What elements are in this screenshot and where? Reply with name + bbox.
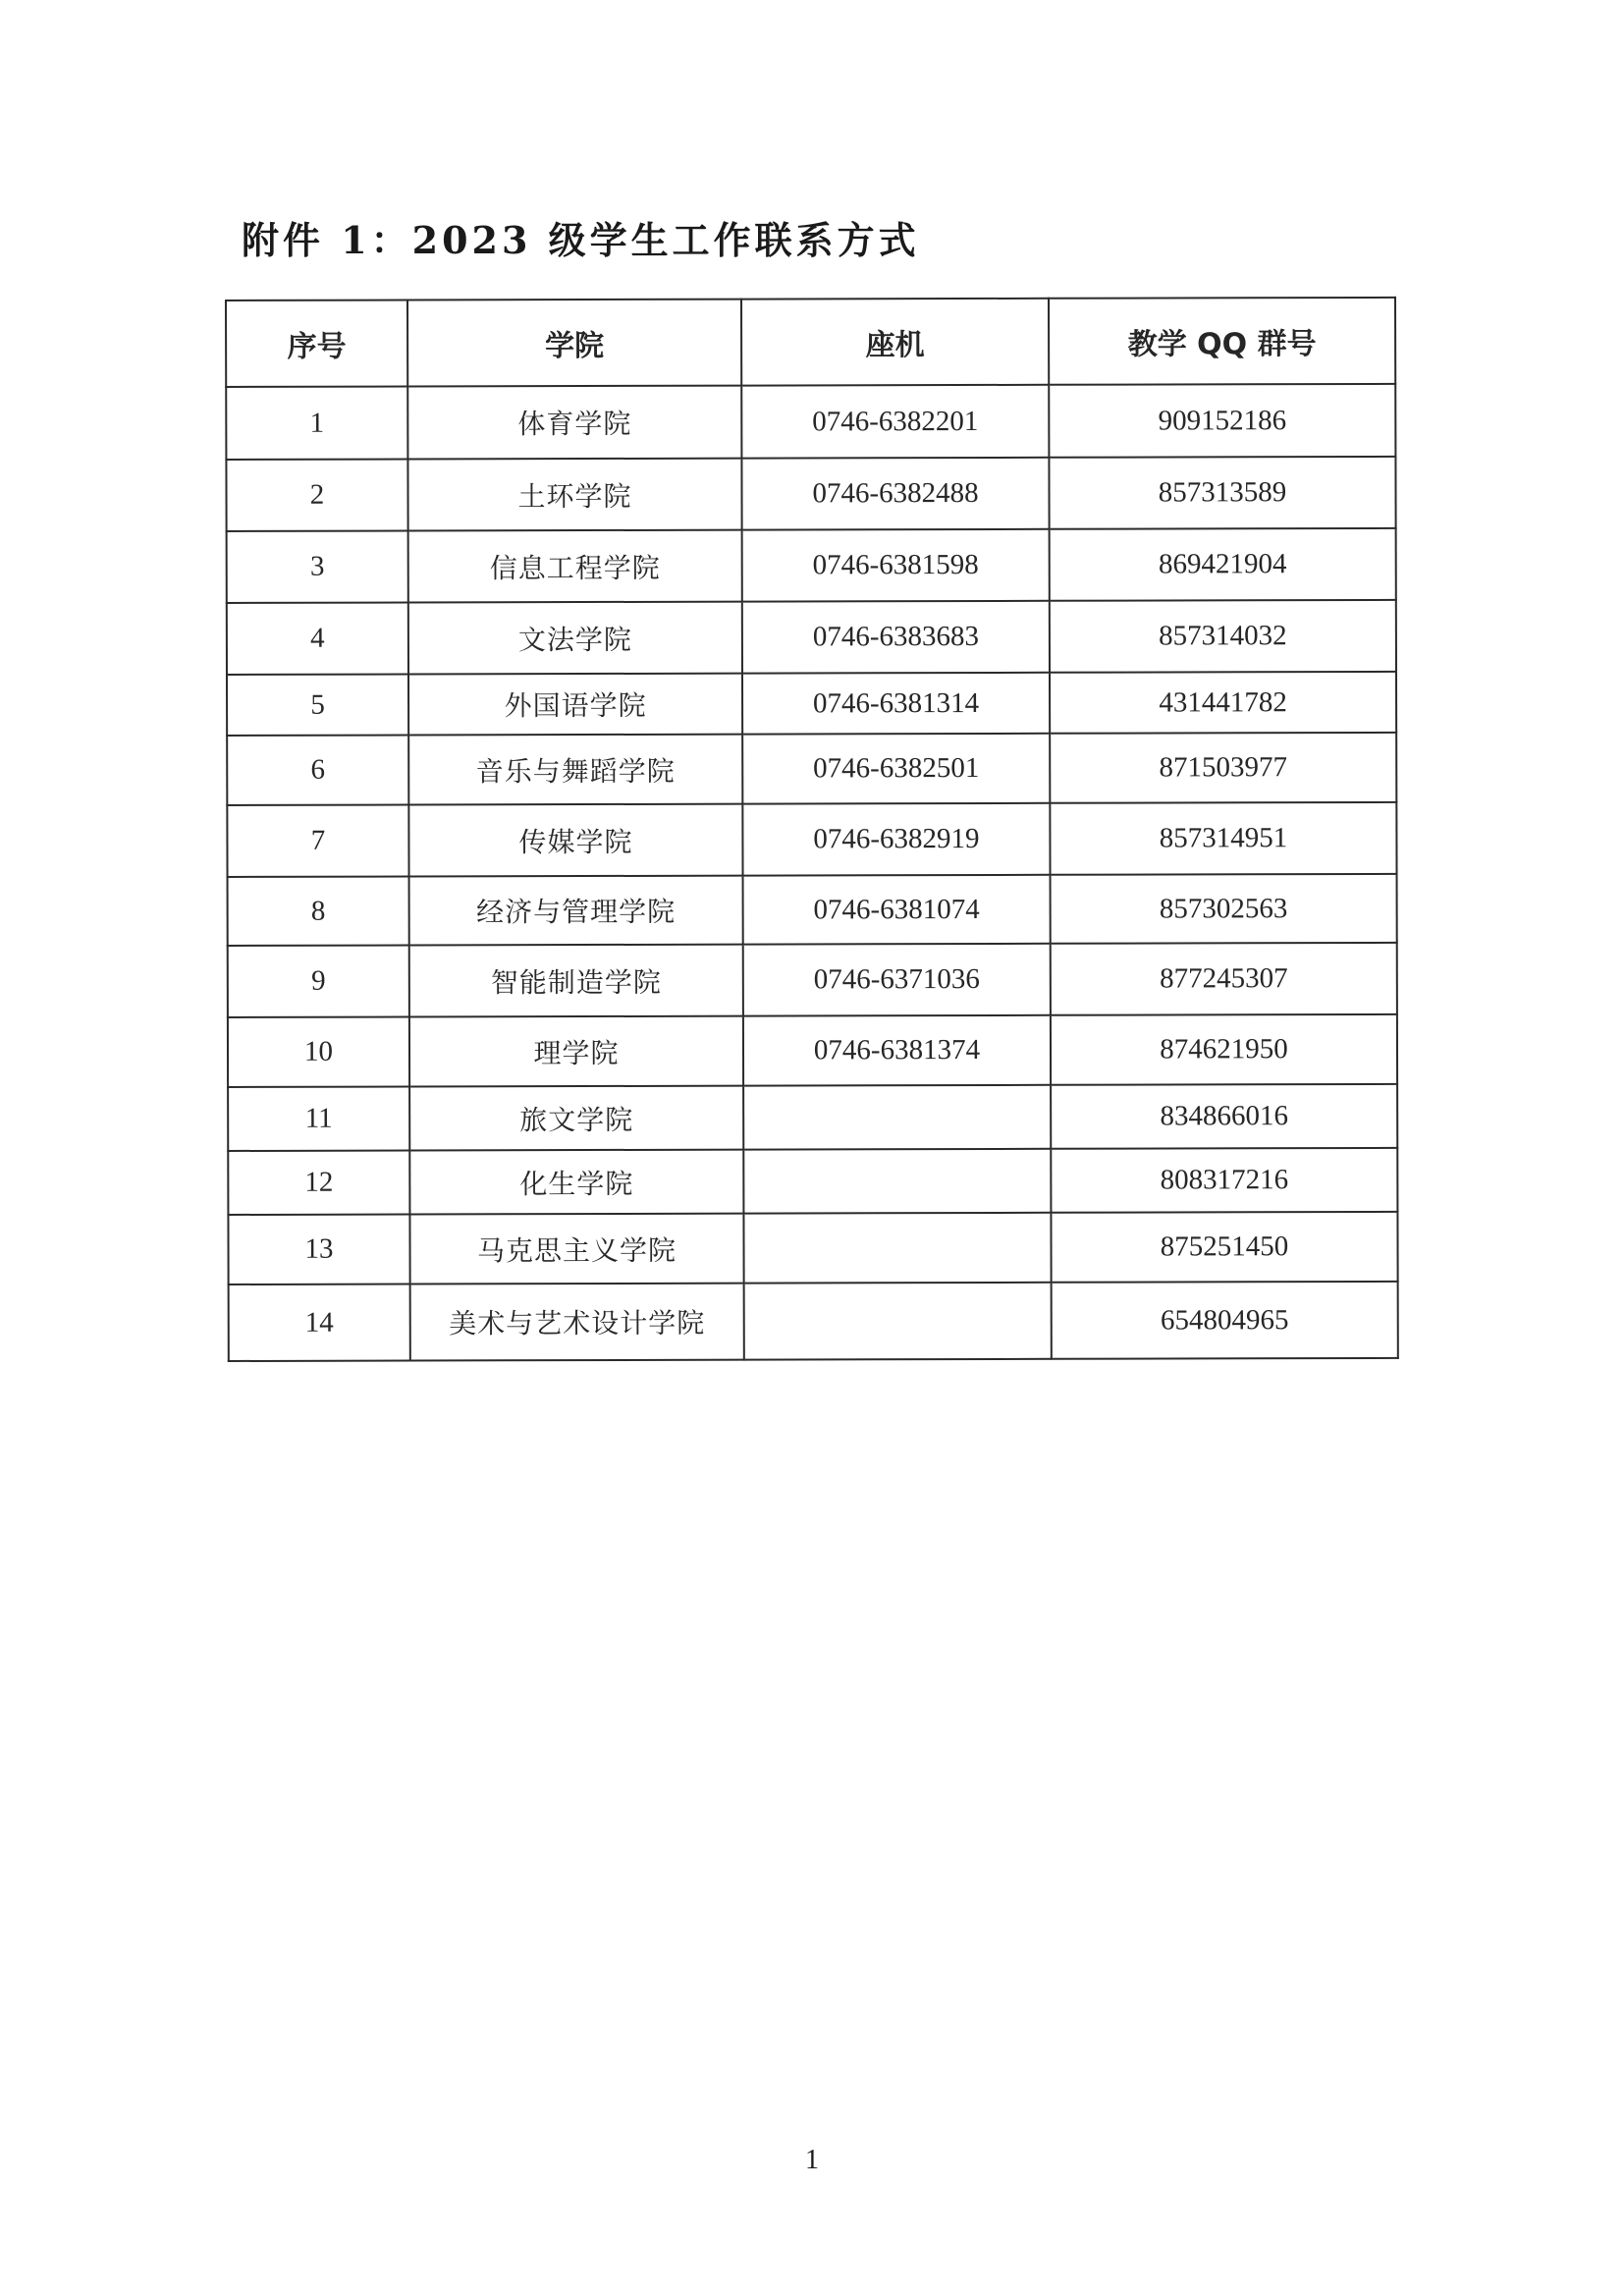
cell-college: 土环学院 <box>407 459 741 531</box>
cell-phone: 0746-6381374 <box>743 1015 1051 1086</box>
cell-qq: 857313589 <box>1049 457 1395 529</box>
cell-college: 马克思主义学院 <box>409 1214 743 1285</box>
cell-qq: 857314951 <box>1050 802 1396 875</box>
table-row <box>228 1014 1397 1087</box>
cell-index: 12 <box>228 1151 409 1215</box>
cell-index: 6 <box>227 736 408 805</box>
cell-college: 信息工程学院 <box>408 530 742 603</box>
table-row <box>227 733 1396 805</box>
cell-index: 2 <box>226 460 407 531</box>
header-index: 序号 <box>226 301 407 387</box>
cell-college: 传媒学院 <box>408 804 742 877</box>
cell-index: 9 <box>228 946 409 1017</box>
table-row <box>226 384 1395 460</box>
cell-phone <box>743 1213 1051 1284</box>
table-row <box>229 1282 1398 1361</box>
cell-college: 智能制造学院 <box>409 945 743 1017</box>
cell-phone: 0746-6382501 <box>742 734 1050 804</box>
table-row <box>227 528 1396 603</box>
table-header-row <box>226 298 1395 387</box>
cell-qq: 857302563 <box>1051 874 1397 944</box>
cell-index: 7 <box>227 805 408 877</box>
cell-phone: 0746-6383683 <box>742 601 1050 674</box>
cell-index: 1 <box>226 387 407 460</box>
cell-phone: 0746-6382201 <box>741 385 1049 459</box>
cell-phone: 0746-6371036 <box>743 944 1051 1016</box>
cell-index: 3 <box>227 531 408 603</box>
cell-phone: 0746-6381598 <box>742 529 1050 602</box>
table-row <box>228 1084 1397 1151</box>
cell-index: 10 <box>228 1017 409 1087</box>
cell-index: 14 <box>229 1285 410 1361</box>
table-row <box>228 1148 1397 1215</box>
cell-college: 化生学院 <box>409 1150 743 1215</box>
cell-qq: 875251450 <box>1051 1212 1397 1283</box>
table-body <box>226 384 1398 1361</box>
cell-qq: 874621950 <box>1051 1014 1397 1085</box>
cell-index: 5 <box>227 675 408 736</box>
cell-qq: 834866016 <box>1051 1084 1397 1149</box>
cell-phone <box>744 1283 1052 1360</box>
cell-college: 理学院 <box>409 1016 743 1087</box>
cell-qq: 654804965 <box>1052 1282 1398 1359</box>
page-title: 附件 1：2023 级学生工作联系方式 <box>242 218 920 262</box>
contact-table <box>225 297 1399 1362</box>
table-row <box>228 1212 1397 1285</box>
cell-college: 文法学院 <box>408 602 742 675</box>
cell-phone: 0746-6382488 <box>741 458 1049 530</box>
cell-phone <box>743 1085 1051 1150</box>
header-qq: 教学 QQ 群号 <box>1049 298 1395 385</box>
cell-college: 美术与艺术设计学院 <box>410 1284 744 1361</box>
cell-college: 体育学院 <box>407 386 741 460</box>
table-row <box>227 672 1396 736</box>
cell-index: 4 <box>227 603 408 675</box>
cell-college: 经济与管理学院 <box>409 876 743 946</box>
cell-qq: 431441782 <box>1050 672 1396 734</box>
cell-college: 旅文学院 <box>409 1086 743 1151</box>
page-number: 1 <box>805 2145 819 2175</box>
cell-index: 11 <box>228 1087 409 1151</box>
cell-phone <box>743 1149 1051 1214</box>
header-college: 学院 <box>407 300 741 387</box>
cell-college: 音乐与舞蹈学院 <box>408 735 742 805</box>
cell-qq: 808317216 <box>1051 1148 1397 1213</box>
cell-qq: 909152186 <box>1049 384 1395 458</box>
cell-phone: 0746-6381074 <box>743 875 1051 945</box>
cell-phone: 0746-6382919 <box>742 803 1050 876</box>
table-row <box>227 802 1396 877</box>
cell-index: 8 <box>228 877 409 946</box>
cell-qq: 857314032 <box>1050 600 1396 673</box>
cell-qq: 871503977 <box>1050 733 1396 803</box>
cell-phone: 0746-6381314 <box>742 673 1050 735</box>
cell-index: 13 <box>228 1215 409 1285</box>
table-row <box>228 874 1397 946</box>
table-row <box>228 943 1397 1017</box>
table-row <box>226 457 1395 531</box>
cell-college: 外国语学院 <box>408 674 742 736</box>
cell-qq: 869421904 <box>1050 528 1396 601</box>
table-row <box>227 600 1396 675</box>
cell-qq: 877245307 <box>1051 943 1397 1015</box>
header-phone: 座机 <box>741 299 1049 386</box>
